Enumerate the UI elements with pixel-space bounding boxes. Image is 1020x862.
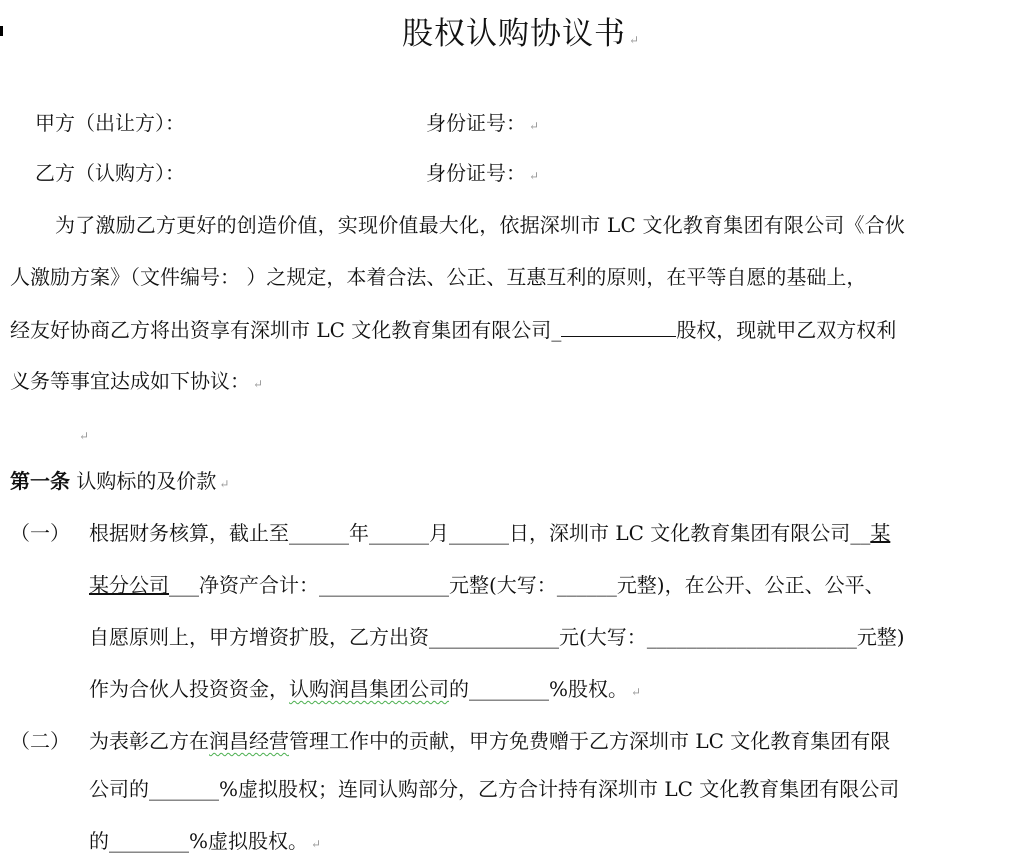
- paragraph-mark-icon: ↵: [529, 119, 540, 133]
- clause-text: 某: [870, 521, 891, 545]
- clause-1-line-3: 自愿原则上，甲方增资扩股，乙方出资_____________元(大写：_____________________元整): [89, 625, 905, 649]
- article-1-heading: [10, 468, 229, 497]
- clause-text: 自愿原则上，甲方增资扩股，乙方出资: [89, 625, 429, 649]
- party-a-id-label: 身份证号：: [426, 111, 526, 135]
- clause-text: 年: [349, 521, 369, 545]
- paragraph-mark-icon: ↵: [311, 837, 322, 851]
- preamble-line-3: 经友好协商乙方将出资享有深圳市 LC 文化教育集团有限公司_ 股权，现就甲乙双方权利: [10, 318, 897, 342]
- clause-1-line-2: 某分公司___净资产合计：_____________元整(大写：______元整)，在公开、公正、公平、: [89, 573, 885, 597]
- party-b-label: 乙方（认购方）：: [35, 161, 185, 185]
- grammar-flagged-text: 润昌经营: [209, 729, 289, 753]
- text-cursor: [0, 26, 3, 36]
- paragraph-mark-icon: ↵: [253, 377, 264, 391]
- party-b-id-label: 身份证号：: [426, 161, 526, 185]
- clause-text: 根据财务核算，截止至: [89, 521, 289, 545]
- clause-text: 元整)，在公开、公正、公平、: [616, 573, 885, 597]
- paragraph-mark-icon: ↵: [629, 33, 641, 47]
- preamble-text: 义务等事宜达成如下协议：: [10, 369, 250, 393]
- clause-text: 日，深圳市 LC 文化教育集团有限公司: [509, 521, 851, 545]
- paragraph-mark-icon: ↵: [219, 477, 230, 491]
- preamble-line-2: 人激励方案》（文件编号： ）之规定，本着合法、公正、互惠互利的原则，在平等自愿的基础上，: [10, 265, 867, 289]
- paragraph-mark-icon: ↵: [631, 685, 642, 699]
- clause-text: 元(大写：: [559, 625, 647, 649]
- party-b-row: [35, 160, 185, 186]
- clause-2-marker: （二）: [10, 729, 70, 753]
- clause-1-line-1: 根据财务核算，截止至______年______月______日，深圳市 LC 文化教育集团有限公司__某: [89, 521, 891, 545]
- clause-1-marker: （一）: [10, 521, 70, 545]
- clause-text: 管理工作中的贡献，甲方免费赠于乙方深圳市 LC 文化教育集团有限: [289, 729, 891, 753]
- article-title: 认购标的及价款: [76, 469, 217, 493]
- clause-text: 元整(大写：: [449, 573, 557, 597]
- clause-text: 的: [449, 677, 469, 701]
- clause-text: 月: [429, 521, 449, 545]
- clause-text: 元整): [856, 625, 905, 649]
- clause-2-line-3: 的________%虚拟股权。 ↵: [89, 829, 322, 853]
- clause-text: 的: [89, 829, 109, 853]
- preamble-line-1: 为了激励乙方更好的创造价值，实现价值最大化，依据深圳市 LC 文化教育集团有限公司《合伙: [55, 213, 906, 237]
- party-a-row: [35, 110, 185, 136]
- equity-blank[interactable]: [561, 316, 676, 337]
- paragraph-mark-icon: ↵: [79, 429, 90, 443]
- party-b-id: [426, 160, 539, 189]
- clause-text: 作为合伙人投资资金，: [89, 677, 289, 701]
- grammar-flagged-text: 认购润昌集团公司: [289, 677, 449, 701]
- article-number: 第一条: [10, 469, 70, 493]
- clause-2-line-1: [89, 728, 890, 754]
- paragraph-mark-icon: ↵: [529, 169, 540, 183]
- clause-text: %股权。: [549, 677, 629, 701]
- preamble-text: 股权，现就甲乙双方权利: [676, 318, 897, 342]
- clause-text: 某分公司: [89, 573, 169, 597]
- clause-text: 公司的: [89, 777, 149, 801]
- clause-text: %虚拟股权。: [189, 829, 309, 853]
- title-text: 股权认购协议书: [402, 16, 626, 52]
- empty-paragraph: [76, 420, 89, 449]
- party-a-id: [426, 110, 539, 139]
- clause-text: 为表彰乙方在: [89, 729, 209, 753]
- clause-text: %虚拟股权；连同认购部分，乙方合计持有深圳市 LC 文化教育集团有限公司: [219, 777, 900, 801]
- clause-2-line-2: 公司的_______%虚拟股权；连同认购部分，乙方合计持有深圳市 LC 文化教育集团有限公司: [89, 777, 900, 801]
- preamble-text: 经友好协商乙方将出资享有深圳市 LC 文化教育集团有限公司: [10, 318, 552, 342]
- party-a-label: 甲方（出让方）：: [35, 111, 185, 135]
- clause-1-line-4: 作为合伙人投资资金，认购润昌集团公司的________%股权。 ↵: [89, 677, 642, 701]
- preamble-line-4: [10, 368, 263, 397]
- document-title: [402, 14, 640, 60]
- clause-text: 净资产合计：: [199, 573, 319, 597]
